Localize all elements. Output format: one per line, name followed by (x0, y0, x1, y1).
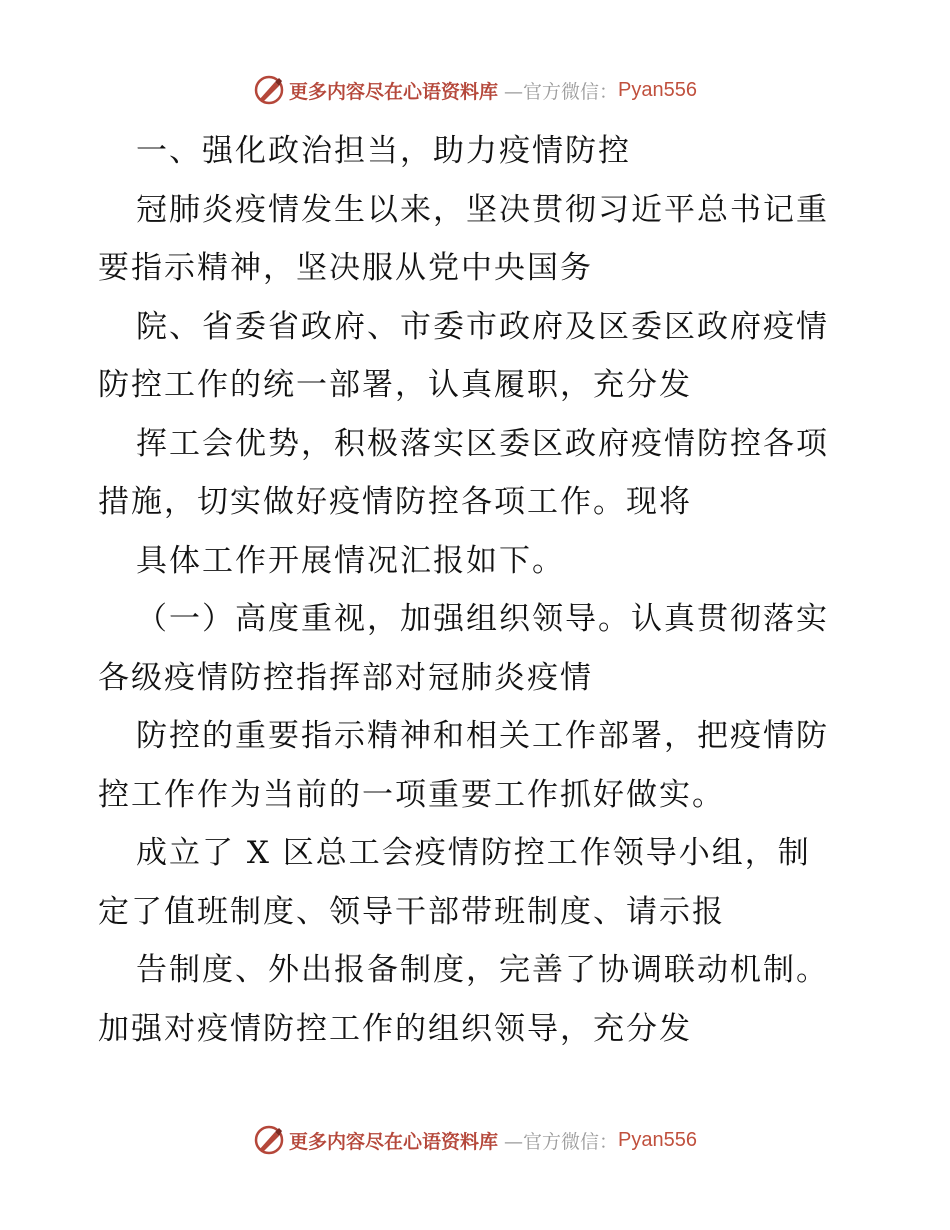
subsection-line: （一）高度重视，加强组织领导。认真贯彻落实 (136, 601, 829, 637)
pen-logo-icon (253, 1124, 285, 1156)
paragraph-line: 各级疫情防控指挥部对冠肺炎疫情 (98, 659, 593, 696)
header-banner (0, 73, 950, 107)
footer-banner (0, 1123, 950, 1157)
banner-wechat-id: Pyan556 (618, 1128, 697, 1151)
pen-logo-icon (253, 74, 285, 106)
paragraph-line: 告制度、外出报备制度，完善了协调联动机制。 (136, 952, 829, 988)
paragraph-line: 控工作作为当前的一项重要工作抓好做实。 (98, 776, 725, 813)
paragraph-line: 成立了 X 区总工会疫情防控工作领导小组，制 (136, 835, 811, 871)
banner-wechat-label: —官方微信： (504, 1130, 619, 1153)
paragraph-line: 挥工会优势，积极落实区委区政府疫情防控各项 (136, 425, 829, 462)
section-heading: 一、强化政治担当，助力疫情防控 (136, 133, 631, 169)
banner-brand-text: 更多内容尽在心语资料库 (289, 80, 499, 103)
paragraph-line: 院、省委省政府、市委市政府及区委区政府疫情 (136, 308, 829, 345)
paragraph-line: 定了值班制度、领导干部带班制度、请示报 (98, 893, 725, 930)
paragraph-line: 要指示精神，坚决服从党中央国务 (98, 250, 593, 286)
paragraph-line: 防控的重要指示精神和相关工作部署，把疫情防 (136, 718, 829, 754)
paragraph-line: 措施，切实做好疫情防控各项工作。现将 (98, 484, 692, 520)
paragraph-line: 防控工作的统一部署，认真履职，充分发 (98, 367, 692, 403)
paragraph-line: 加强对疫情防控工作的组织领导，充分发 (98, 1010, 692, 1047)
banner-wechat-label: —官方微信： (504, 80, 619, 103)
document-body (98, 122, 858, 1058)
paragraph-line: 具体工作开展情况汇报如下。 (136, 542, 565, 579)
banner-brand-text: 更多内容尽在心语资料库 (289, 1130, 499, 1153)
paragraph-line: 冠肺炎疫情发生以来，坚决贯彻习近平总书记重 (136, 191, 829, 228)
banner-wechat-id: Pyan556 (618, 78, 697, 101)
